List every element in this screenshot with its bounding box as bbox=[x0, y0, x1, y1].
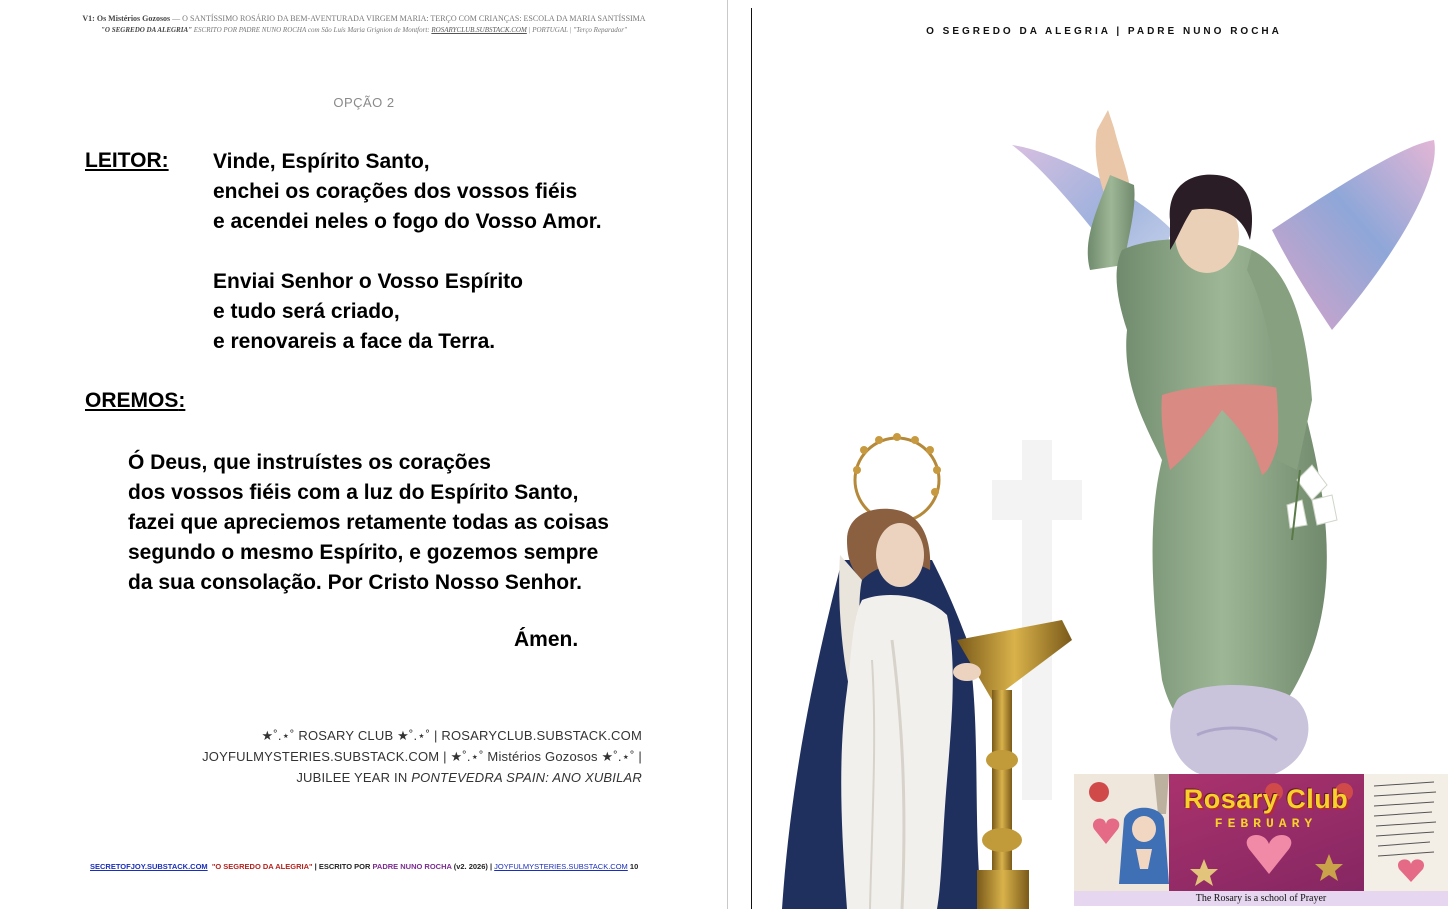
prayer-line: da sua consolação. Por Cristo Nosso Senhor. bbox=[128, 571, 582, 594]
verse-line: Vinde, Espírito Santo, bbox=[213, 150, 430, 173]
running-header-line2 bbox=[0, 26, 728, 34]
page-gutter-line bbox=[727, 0, 728, 909]
header-author: ESCRITO POR PADRE NUNO ROCHA com São Luís Maria Grignion de Montfort: bbox=[192, 26, 432, 34]
footer-link-secretofjoy[interactable]: SECRETOFJOY.SUBSTACK.COM bbox=[90, 862, 208, 871]
option-label: OPÇÃO 2 bbox=[333, 95, 395, 110]
mary-white-robe bbox=[841, 595, 953, 909]
jubilee-text: JUBILEE YEAR IN bbox=[296, 770, 412, 785]
footer-written-by: | ESCRITO POR bbox=[312, 862, 373, 871]
verse-block-2 bbox=[213, 267, 523, 357]
prayer-line: segundo o mesmo Espírito, e gozemos sempre bbox=[128, 541, 599, 564]
footer-author: PADRE NUNO ROCHA bbox=[372, 862, 452, 871]
running-header-line1 bbox=[0, 14, 728, 23]
jubilee-place: PONTEVEDRA SPAIN: ANO XUBILAR bbox=[411, 770, 642, 785]
header-link[interactable]: ROSARYCLUB.SUBSTACK.COM bbox=[431, 26, 527, 34]
verse-line: enchei os corações dos vossos fiéis bbox=[213, 180, 578, 203]
header-location: | PORTUGAL | "Terço Reparador" bbox=[526, 26, 627, 34]
page-number: 10 bbox=[627, 862, 639, 871]
mary-hands bbox=[953, 663, 981, 681]
verse-block-1 bbox=[213, 147, 602, 237]
prayer-line: fazei que apreciemos retamente todas as coisas bbox=[128, 511, 609, 534]
banner-title: Rosary Club bbox=[1183, 784, 1349, 814]
footer-link-joyful[interactable]: JOYFULMYSTERIES.SUBSTACK.COM bbox=[494, 862, 628, 871]
right-page bbox=[752, 0, 1456, 909]
header-series-title: V1: Os Mistérios Gozosos bbox=[82, 14, 171, 23]
amen-text: Ámen. bbox=[514, 628, 579, 651]
oremos-label-text: OREMOS bbox=[85, 389, 179, 412]
verse-line: e tudo será criado, bbox=[213, 300, 400, 323]
leitor-label: LEITOR: bbox=[85, 149, 169, 172]
prayer-block bbox=[128, 448, 609, 598]
prayer-line: dos vossos fiéis com a luz do Espírito Santo, bbox=[128, 481, 579, 504]
verse-line: Enviai Senhor o Vosso Espírito bbox=[213, 270, 524, 293]
oremos-label bbox=[85, 389, 185, 413]
header-series-subtitle: — O SANTÍSSIMO ROSÁRIO DA BEM-AVENTURADA VIRGEM MARIA: TERÇO COM CRIANÇAS: ESCOLA DA MARIA SANTÍSSIMA bbox=[170, 14, 646, 23]
page-footer bbox=[90, 862, 638, 871]
mary-halo bbox=[853, 433, 941, 522]
club-line-1: ★˚.⋆˚ ROSARY CLUB ★˚.⋆˚ | ROSARYCLUB.SUBSTACK.COM bbox=[261, 728, 642, 743]
angel-cloud-base bbox=[1170, 685, 1308, 775]
club-line-3 bbox=[142, 770, 642, 785]
banner-tagline: The Rosary is a school of Prayer bbox=[1195, 893, 1327, 904]
verse-line: e acendei neles o fogo do Vosso Amor. bbox=[213, 210, 602, 233]
banner-text-layer bbox=[1074, 774, 1448, 906]
verse-line: e renovareis a face da Terra. bbox=[213, 330, 496, 353]
right-running-header: O SEGREDO DA ALEGRIA | PADRE NUNO ROCHA bbox=[926, 26, 1282, 37]
oremos-label-colon: : bbox=[178, 389, 186, 412]
club-line-2: JOYFULMYSTERIES.SUBSTACK.COM | ★˚.⋆˚ Mistérios Gozosos ★˚.⋆˚ | bbox=[202, 749, 642, 764]
footer-book-title: "O SEGREDO DA ALEGRIA" bbox=[211, 862, 313, 871]
banner-month: FEBRUARY bbox=[1214, 816, 1318, 831]
mary-face bbox=[876, 523, 924, 587]
prayer-line: Ó Deus, que instruístes os corações bbox=[128, 451, 491, 474]
annunciation-statues-image bbox=[752, 0, 1456, 909]
footer-version: (v2. 2026) | bbox=[451, 862, 495, 871]
header-book-title: "O SEGREDO DA ALEGRIA" bbox=[101, 26, 192, 34]
angel-right-wing bbox=[1272, 140, 1435, 330]
